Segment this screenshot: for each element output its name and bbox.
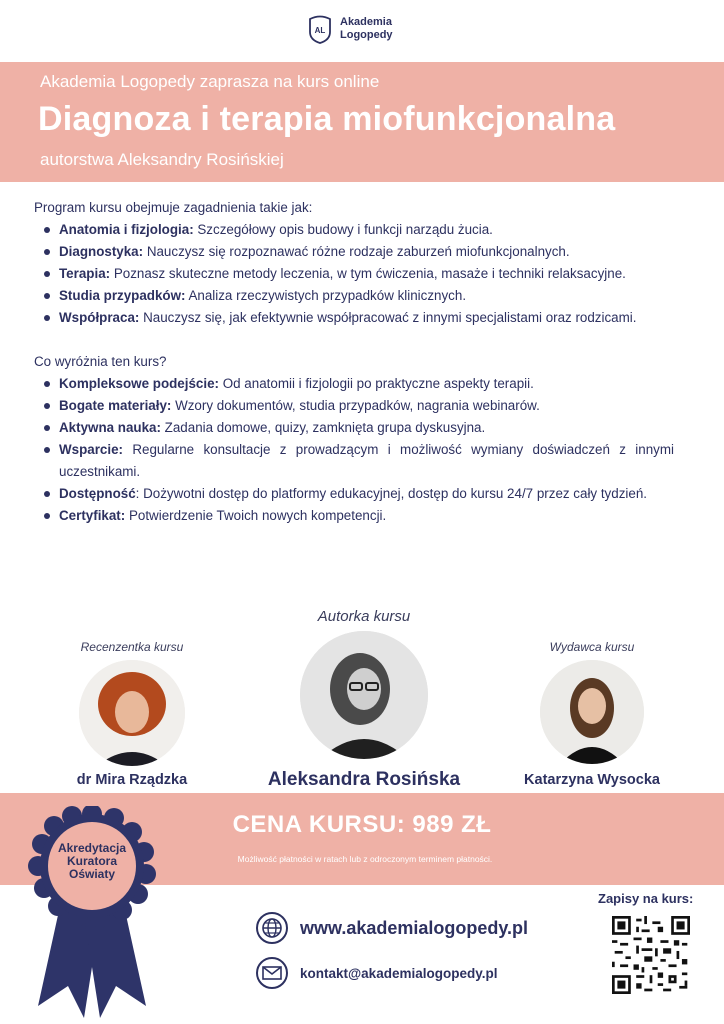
- list-item: [42, 241, 674, 263]
- list-item-text: Szczegółowy opis budowy i funkcji narządu żucia.: [193, 222, 493, 237]
- badge-line-2: Kuratora: [66, 854, 117, 868]
- list-item-term: Studia przypadków:: [59, 288, 186, 303]
- list-item: [42, 439, 674, 483]
- features-list: [42, 373, 674, 527]
- logo-line-1: Akademia: [340, 16, 392, 28]
- list-item: [42, 263, 674, 285]
- badge-line-3: Oświaty: [68, 867, 116, 881]
- list-item-text: Nauczysz się, jak efektywnie współpracować z innymi specjalistami oraz rodzicami.: [139, 310, 637, 325]
- list-item-text: Regularne konsultacje z prowadzącym i możliwość wymiany doświadczeń z innymi uczestnikami.: [59, 442, 674, 479]
- author-name: Aleksandra Rosińska: [267, 769, 461, 790]
- features-intro: Co wyróżnia ten kurs?: [34, 354, 167, 369]
- list-item-text: Od anatomii i fizjologii po praktyczne aspekty terapii.: [219, 376, 534, 391]
- author-role: Autorka kursu: [317, 608, 411, 625]
- program-intro: Program kursu obejmuje zagadnienia takie jak:: [34, 200, 313, 215]
- reviewer-portrait-icon: [79, 660, 185, 766]
- list-item-term: Certyfikat:: [59, 508, 126, 523]
- list-item-term: Anatomia i fizjologia:: [59, 222, 194, 237]
- accreditation-rosette-icon: [28, 806, 156, 1021]
- people-section: [0, 604, 724, 790]
- brand-logo: [308, 14, 393, 44]
- website-contact[interactable]: [256, 912, 528, 944]
- list-item: [42, 373, 674, 395]
- list-item: [42, 417, 674, 439]
- logo-line-2: Logopedy: [340, 29, 393, 41]
- globe-icon: [256, 912, 288, 944]
- author-photo: [300, 631, 428, 759]
- list-item-text: Potwierdzenie Twoich nowych kompetencji.: [125, 508, 387, 523]
- logo-wordmark: [340, 16, 393, 42]
- list-item-text: Poznasz skuteczne metody leczenia, w tym ćwiczenia, masaże i techniki relaksacyjne.: [110, 266, 626, 281]
- list-item-term: Terapia:: [59, 266, 111, 281]
- reviewer-photo: [79, 660, 185, 766]
- list-item: [42, 285, 674, 307]
- hero-kicker: Akademia Logopedy zaprasza na kurs online: [40, 72, 380, 91]
- course-price: CENA KURSU: 989 ZŁ: [232, 811, 492, 838]
- hero-author: autorstwa Aleksandry Rosińskiej: [40, 150, 284, 169]
- list-item-text: Wzory dokumentów, studia przypadków, nagrania webinarów.: [171, 398, 540, 413]
- list-item-term: Dostępność: [59, 486, 136, 501]
- reviewer-role: Recenzentka kursu: [80, 640, 184, 654]
- list-item-text: Zadania domowe, quizy, zamknięta grupa dyskusyjna.: [160, 420, 486, 435]
- publisher-photo: [540, 660, 644, 764]
- hero-banner: [0, 62, 724, 182]
- signup-label: Zapisy na kurs:: [598, 891, 694, 906]
- list-item-term: Aktywna nauka:: [59, 420, 161, 435]
- reviewer-card: [62, 640, 202, 788]
- list-item: [42, 505, 674, 527]
- list-item-term: Wsparcie:: [59, 442, 123, 457]
- badge-line-1: Akredytacja: [57, 841, 127, 855]
- payment-note: Możliwość płatności w ratach lub z odroczonym terminem płatności.: [237, 854, 493, 864]
- publisher-role: Wydawca kursu: [549, 640, 635, 654]
- list-item-term: Współpraca:: [59, 310, 140, 325]
- list-item-text: Analiza rzeczywistych przypadków klinicznych.: [185, 288, 467, 303]
- list-item-text: : Dożywotni dostęp do platformy edukacyjnej, dostęp do kursu 24/7 przez cały tydzień.: [135, 486, 647, 501]
- list-item-term: Diagnostyka:: [59, 244, 144, 259]
- accreditation-text: [44, 842, 140, 881]
- reviewer-name: dr Mira Rządzka: [76, 772, 188, 788]
- list-item-term: Bogate materiały:: [59, 398, 172, 413]
- program-list: [42, 219, 674, 329]
- email-link[interactable]: kontakt@akademialogopedy.pl: [300, 965, 498, 981]
- publisher-portrait-icon: [540, 660, 644, 764]
- course-description: [34, 197, 674, 527]
- shield-logo-icon: [308, 14, 332, 44]
- email-contact[interactable]: [256, 957, 497, 989]
- list-item-text: Nauczysz się rozpoznawać różne rodzaje zaburzeń miofunkcjonalnych.: [143, 244, 570, 259]
- list-item: [42, 219, 674, 241]
- list-item: [42, 483, 674, 505]
- envelope-icon: [256, 957, 288, 989]
- qr-code-icon[interactable]: [612, 916, 690, 994]
- website-link[interactable]: www.akademialogopedy.pl: [300, 917, 529, 938]
- author-card: [254, 608, 474, 791]
- list-item: [42, 395, 674, 417]
- course-title: Diagnoza i terapia miofunkcjonalna: [38, 100, 616, 138]
- publisher-card: [512, 640, 672, 788]
- logo-badge-text: AL: [314, 26, 326, 35]
- list-item-term: Kompleksowe podejście:: [59, 376, 219, 391]
- publisher-name: Katarzyna Wysocka: [524, 772, 660, 788]
- author-portrait-icon: [300, 631, 428, 759]
- list-item: [42, 307, 674, 329]
